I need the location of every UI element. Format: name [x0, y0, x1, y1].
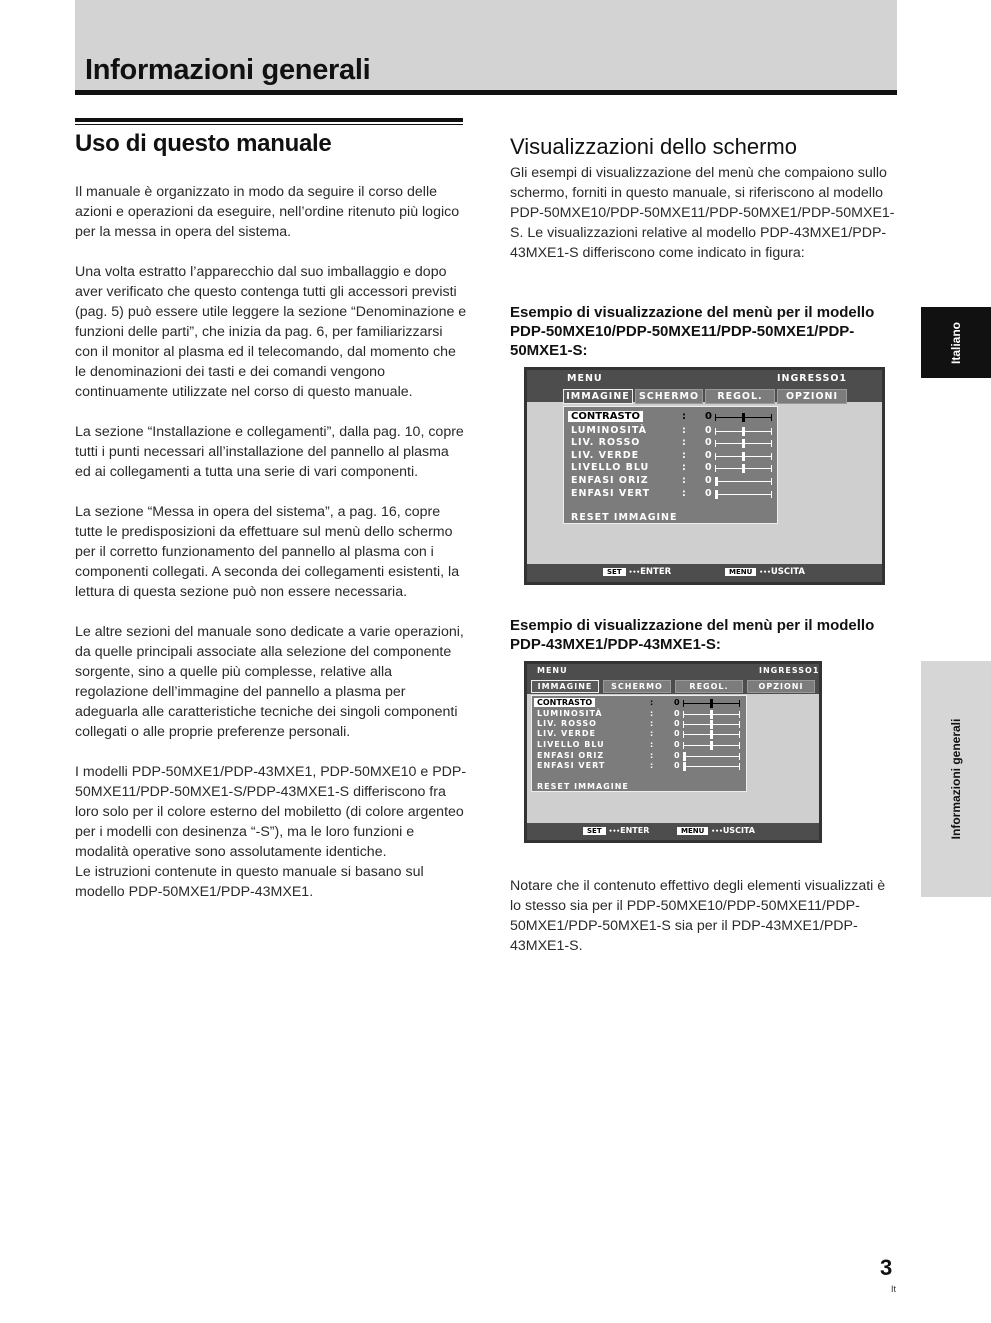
- osd-menu-label: MENU: [537, 666, 568, 675]
- osd-slider-knob: [742, 439, 745, 448]
- osd-enter-hint: SET •••ENTER: [603, 567, 671, 577]
- page-title: Informazioni generali: [85, 54, 371, 86]
- section-tab: [921, 661, 991, 897]
- osd-tab-opzioni[interactable]: OPZIONI: [747, 680, 815, 693]
- osd-bottom-bar: [527, 564, 882, 582]
- osd-tab-schermo[interactable]: SCHERMO: [635, 389, 703, 404]
- osd-slider[interactable]: [715, 417, 772, 418]
- osd-item-panel: CONTRASTO : 0 LUMINOSITÀ : 0 LIV. ROSSO : 0 LIV. VERDE : 0 LIVELLO BLU : 0 ENFASI ORIZ : 0 ENFASI VERT : 0 RESET IMMAGINE: [531, 695, 747, 792]
- osd-tab-schermo[interactable]: SCHERMO: [603, 680, 671, 693]
- manual-text: [75, 182, 467, 902]
- osd-tab-immagine[interactable]: IMMAGINE: [563, 389, 633, 404]
- osd-tab-regol[interactable]: REGOL.: [705, 389, 775, 404]
- osd-slider-knob: [683, 762, 686, 771]
- osd-item-panel: CONTRASTO : 0 LUMINOSITÀ : 0 LIV. ROSSO : 0 LIV. VERDE : 0 LIVELLO BLU : 0 ENFASI ORIZ : 0 ENFASI VERT : 0 RESET IMMAGINE: [563, 406, 778, 524]
- language-tab: [921, 307, 991, 378]
- example-1-title: Esempio di visualizzazione del menù per il modello PDP-50MXE10/PDP-50MXE11/PDP-50MXE1/PDP-50MXE1-S:: [510, 304, 875, 359]
- paragraph: Le istruzioni contenute in questo manuale si basano sul modello PDP-50MXE1/PDP-43MXE1.: [75, 864, 424, 900]
- menu-key: MENU: [677, 827, 708, 835]
- note-text: Notare che il contenuto effettivo degli elementi visualizzati è lo stesso sia per il PDP-50MXE10/PDP-50MXE11/PDP-50MXE1/PDP-50MXE1-S sia per il PDP-43MXE1/PDP-43MXE1-S.: [510, 878, 886, 954]
- osd-tab-immagine[interactable]: IMMAGINE: [531, 680, 599, 693]
- paragraph: I modelli PDP-50MXE1/PDP-43MXE1, PDP-50MXE10 e PDP-50MXE11/PDP-50MXE1-S/PDP-43MXE1-S differiscono fra loro solo per il colore esterno del mobiletto (di colore argenteo per i modelli con desinenza “-S”), ma le loro funzioni e modalità operative sono assolutamente identiche.: [75, 764, 467, 860]
- section-rule: [75, 118, 463, 122]
- osd-slider-knob: [742, 464, 745, 473]
- osd-slider-knob: [715, 477, 718, 486]
- osd-slider-knob: [742, 413, 745, 422]
- paragraph: Una volta estratto l’apparecchio dal suo imballaggio e dopo aver verificato che questo contenga tutti gli accessori previsti (pag. 5) può essere utile leggere la sezione “Denominazione e funzioni delle parti”, che inizia da pag. 6, per familiarizzarsi con il monitor al plasma ed il telecomando, dal momento che le denominazioni dei tasti e dei comandi vengono continuamente utilizzate nel corso di questo manuale.: [75, 264, 467, 400]
- osd-slider[interactable]: [715, 468, 772, 469]
- osd-slider[interactable]: [683, 714, 740, 715]
- osd-slider[interactable]: [683, 734, 740, 735]
- osd-slider[interactable]: [683, 766, 740, 767]
- osd-slider[interactable]: [683, 756, 740, 757]
- osd-slider[interactable]: [683, 724, 740, 725]
- screen-intro: [510, 163, 902, 263]
- section-rule-thin: [75, 124, 463, 125]
- osd-slider[interactable]: [683, 745, 740, 746]
- page-lang-code: It: [891, 1284, 897, 1294]
- section-heading-manual: Uso di questo manuale: [75, 130, 332, 157]
- section-tab-label: Informazioni generali: [949, 718, 963, 840]
- menu-key: MENU: [725, 568, 756, 576]
- osd-input-label: INGRESSO1: [759, 666, 820, 675]
- osd-input-label: INGRESSO1: [777, 373, 848, 384]
- osd-slider-knob: [710, 730, 713, 739]
- osd-screen-50: [524, 367, 885, 585]
- paragraph: La sezione “Installazione e collegamenti”, dalla pag. 10, copre tutti i punti necessari all’installazione del pannello al plasma ed ai collegamenti a tutta una serie di vari componenti.: [75, 424, 464, 480]
- osd-slider[interactable]: [715, 443, 772, 444]
- osd-tab-regol[interactable]: REGOL.: [675, 680, 743, 693]
- paragraph: Le altre sezioni del manuale sono dedicate a varie operazioni, da quelle principali associate alla selezione del componente sorgente, sino a quelle più complesse, relative alla regolazione dell’immagine del pannello a plasma per adeguarla alle caratteristiche tecniche dei singoli componenti collegati o alle proprie preferenze personali.: [75, 624, 464, 740]
- osd-slider-knob: [710, 720, 713, 729]
- osd-slider-knob: [710, 710, 713, 719]
- osd-slider-knob: [683, 752, 686, 761]
- osd-menu-label: MENU: [567, 373, 603, 384]
- osd-slider-knob: [710, 741, 713, 750]
- osd-exit-hint: MENU •••USCITA: [725, 567, 805, 577]
- set-key: SET: [583, 827, 606, 835]
- osd-enter-hint: SET •••ENTER: [583, 826, 649, 835]
- page-number: 3: [880, 1255, 893, 1280]
- osd-slider-knob: [742, 452, 745, 461]
- paragraph: La sezione “Messa in opera del sistema”, a pag. 16, copre tutte le predisposizioni da effettuare sul menù dello schermo per il corretto funzionamento del pannello al plasma con i componenti collegati. A seconda dei collegamenti esistenti, la lettura di questa sezione può non essere necessaria.: [75, 504, 460, 600]
- osd-slider[interactable]: [683, 703, 740, 704]
- osd-exit-hint: MENU •••USCITA: [677, 826, 755, 835]
- osd-screen-43: [524, 661, 822, 843]
- osd-slider[interactable]: [715, 494, 772, 495]
- set-key: SET: [603, 568, 626, 576]
- paragraph: Il manuale è organizzato in modo da seguire il corso delle azioni e operazioni da eseguire, nell’ordine ritenuto più logico per la messa in opera del sistema.: [75, 184, 460, 240]
- osd-slider-knob: [710, 699, 713, 708]
- osd-slider-knob: [715, 490, 718, 499]
- osd-bottom-bar: [527, 823, 819, 840]
- osd-slider-knob: [742, 427, 745, 436]
- paragraph: Gli esempi di visualizzazione del menù che compaiono sullo schermo, forniti in questo manuale, si riferiscono al modello PDP-50MXE10/PDP-50MXE11/PDP-50MXE1/PDP-50MXE1-S. Le visualizzazioni relative al modello PDP-43MXE1/PDP-43MXE1-S differiscono come indicato in figura:: [510, 165, 895, 261]
- osd-slider[interactable]: [715, 456, 772, 457]
- header-rule: [75, 90, 897, 95]
- osd-slider[interactable]: [715, 431, 772, 432]
- osd-tab-opzioni[interactable]: OPZIONI: [777, 389, 847, 404]
- language-tab-label: Italiano: [949, 321, 963, 364]
- example-2-title: Esempio di visualizzazione del menù per il modello PDP-43MXE1/PDP-43MXE1-S:: [510, 617, 875, 653]
- osd-slider[interactable]: [715, 481, 772, 482]
- section-heading-screen: Visualizzazioni dello schermo: [510, 134, 797, 159]
